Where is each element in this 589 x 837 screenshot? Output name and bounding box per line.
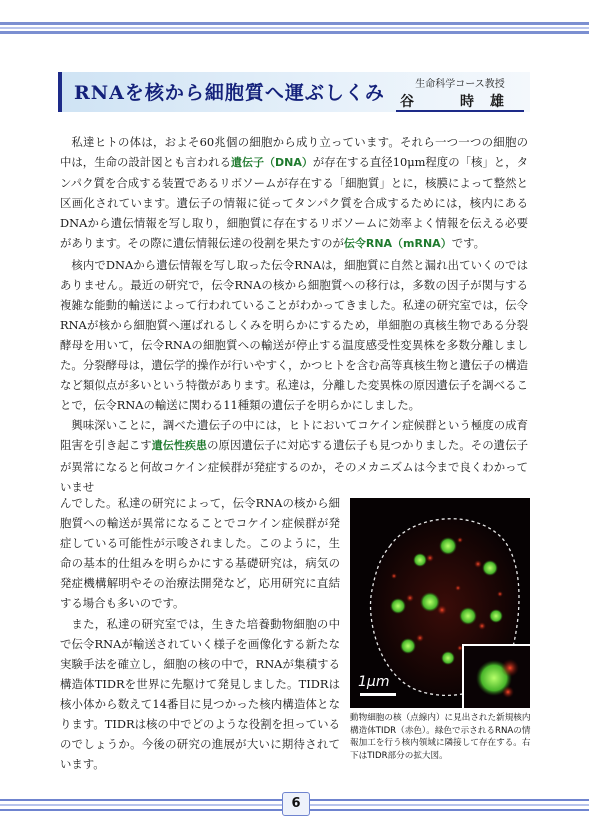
highlight-dna: 遺伝子（DNA） [231, 156, 313, 170]
paragraph-3-text-a: 興味深いことに，調べた遺伝子の中には，ヒトにおいてコケイン症候群という極度の成育阻害を引き起こす [60, 418, 528, 453]
microscopy-figure [350, 498, 530, 708]
paragraph-1 [60, 132, 528, 255]
top-decorative-stripes [0, 22, 589, 36]
paragraph-4: また，私達の研究室では，生きた培養動物細胞の中で伝令RNAが輸送されていく様子を画像化する新たな実験手法を確立し，細胞の核の中で，RNAが集積する構造体TIDRを世界に先駆けて発見しました。TIDRは核小体から数えて14番目に見つかった核内構造体となります。TIDRは核の中でどのような役割を担っているのでしょうか。今後の研究の進展が大いに期待されています。 [60, 616, 340, 772]
article-body-top [60, 132, 528, 497]
author-role: 生命科学コース教授 [415, 79, 505, 90]
title-banner [58, 72, 530, 112]
highlight-hereditary-disease: 遺伝性疾患 [151, 439, 208, 453]
figure-caption: 動物細胞の核（点線内）に見出された新規核内構造体TIDR（赤色）。緑色で示されるRNAの情報加工を行う核内領域に隣接して存在する。右下はTIDR部分の拡大図。 [350, 713, 531, 761]
article-body-wrapped [60, 493, 340, 774]
paragraph-1-text-c: です。 [451, 236, 485, 251]
inset-image [464, 646, 528, 706]
scale-bar [360, 693, 396, 696]
page-title: RNAを核から細胞質へ運ぶしくみ [74, 82, 385, 104]
highlight-mrna: 伝令RNA（mRNA） [343, 237, 452, 251]
paragraph-1-text-a: 私達ヒトの体は，およそ60兆個の細胞から成り立っています。それら一つ一つの細胞の中は，生命の設計図とも言われる [60, 135, 528, 170]
paragraph-3-text-b: の原因遺伝子に対応する遺伝子も見つかりました。その遺伝子が異常になると何故コケイン症候群が発症するのか，そのメカニズムは今まで良くわかっていませ [60, 438, 528, 494]
paragraph-3-continued: んでした。私達の研究によって，伝令RNAの核から細胞質への輸送が異常になることでコケイン症候群が発症している可能性が示唆されました。このように，生命の基本的仕組みを明らかにする基礎研究は，病気の発症機構解明やその治療法開発など，応用研究に直結する場合も多いのです。 [60, 496, 340, 611]
magnified-inset [462, 644, 530, 708]
paragraph-1-text-b: が存在する直径10μm程度の「核」と，タンパク質を合成する装置であるリボソームが存在する「細胞質」とに，核膜によって整然と区画化されています。遺伝子の情報に従ってタンパク質を合成するためには，核内にあるDNAから遺伝情報を写し取り，細胞質に存在するリボソームに効率よく情報を伝える必要があります。その際に遺伝情報伝達の役割を果たすのが [60, 155, 528, 251]
scale-bar-label: 1μm [358, 674, 390, 690]
paragraph-2: 核内でDNAから遺伝情報を写し取った伝令RNAは，細胞質に自然と漏れ出ていくのではありません。最近の研究で，伝令RNAの核から細胞質への移行は，多数の因子が関与する複雑な能動的輸送によって行われていることがわかってきました。私達の研究室では，伝令RNAが核から細胞質へ運ばれるしくみを明らかにするため，単細胞の真核生物である分裂酵母を用いて，伝令RNAの細胞質への輸送が停止する温度感受性変異株を多数分離しました。分裂酵母は，遺伝学的操作が行いやすく，かつヒトを含む高等真核生物と遺伝子の構造など類似点が多いという特徴があります。私達は，分離した変異株の原因遺伝子を調べることで，伝令RNAの輸送に関わる11種類の遺伝子を明らかにしました。 [60, 257, 528, 413]
author-block [396, 74, 524, 112]
author-name: 谷 時雄 [400, 94, 520, 110]
paragraph-3-start [60, 415, 528, 496]
page-number: 6 [282, 792, 310, 816]
